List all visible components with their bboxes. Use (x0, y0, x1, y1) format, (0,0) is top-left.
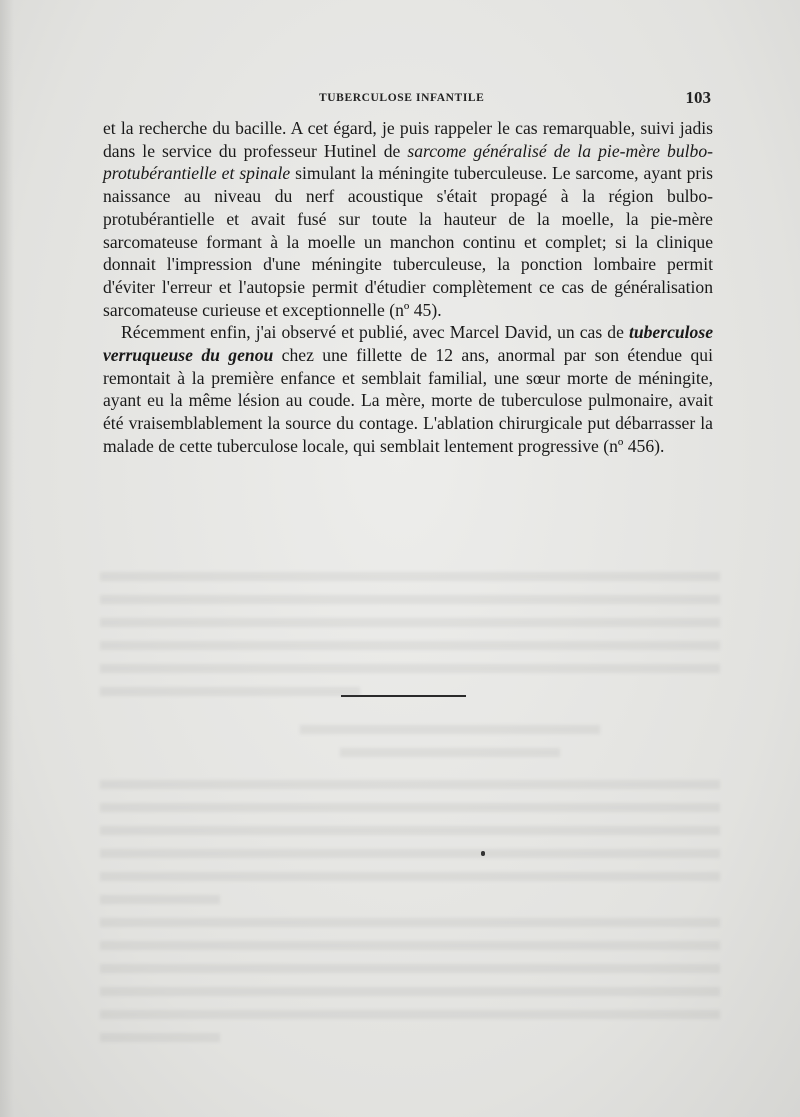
paragraph-text: Récemment enfin, j'ai observé et publié, avec Marcel David, un cas de (121, 322, 629, 343)
bleed-through-line (100, 1010, 720, 1019)
paragraph-text: simulant la méningite tuberculeuse. Le sarcome, ayant pris naissance au niveau du nerf acoustique s'était propagé à la région bulbo-protubérantielle et avait fusé sur toute la hauteur de la moelle, la pie-mère sarcomateuse formant à la moelle un manchon continu et complet; si la clinique donnait l'impression d'une méningite tuberculeuse, la ponction lombaire permit d'éviter l'erreur et l'autopsie permit d'étudier complètement ce cas de généralisation sarcomateuse curieuse et exceptionnelle (nº 45). (103, 163, 713, 320)
bleed-through-line (100, 641, 720, 650)
page-header (103, 88, 711, 112)
bleed-through-line (100, 595, 720, 604)
bleed-through-line (100, 872, 720, 881)
body-text (103, 117, 713, 458)
italic-phrase: sarcome généralisé de la pie-mère bulbo-protubérantielle et spinale (103, 140, 713, 184)
bleed-through-line (100, 895, 220, 904)
bleed-through-line (100, 687, 360, 696)
paragraph-text: et la recherche du bacille. A cet égard, je puis rappeler le cas remarquable, suivi jadis dans le service du professeur Hutinel de (103, 118, 713, 161)
bleed-through-line (100, 664, 720, 673)
bleed-through-line (100, 618, 720, 627)
paragraph-tuberculose (103, 321, 713, 457)
bleed-through-line (100, 987, 720, 996)
page-edge-shadow (0, 0, 14, 1117)
running-title: TUBERCULOSE INFANTILE (319, 92, 485, 104)
bleed-through-line (100, 1033, 220, 1042)
ink-speck (481, 851, 485, 856)
bleed-through-line (100, 941, 720, 950)
paragraph-text: chez une fillette de 12 ans, anormal par son étendue qui remontait à la première enfance et semblait familial, une sœur morte de méningite, ayant eu la même lésion au coude. La mère, morte de tuberculose pulmonaire, avait été vraisemblablement la source du contage. L'ablation chirurgicale put débarrasser la malade de cette tuberculose locale, qui semblait lentement progressive (nº 456). (103, 345, 713, 456)
bleed-through-line (100, 572, 720, 581)
bold-italic-phrase: tuberculose verruqueuse du genou (103, 322, 713, 366)
bleed-through-line (340, 748, 560, 757)
paragraph-sarcome (103, 117, 713, 321)
bleed-through-line (100, 803, 720, 812)
bleed-through-line (300, 725, 600, 734)
bleed-through-line (100, 849, 720, 858)
page-number: 103 (685, 88, 711, 107)
bleed-through-line (100, 918, 720, 927)
bleed-through-line (100, 826, 720, 835)
bleed-through-line (100, 780, 720, 789)
bleed-through-line (100, 964, 720, 973)
